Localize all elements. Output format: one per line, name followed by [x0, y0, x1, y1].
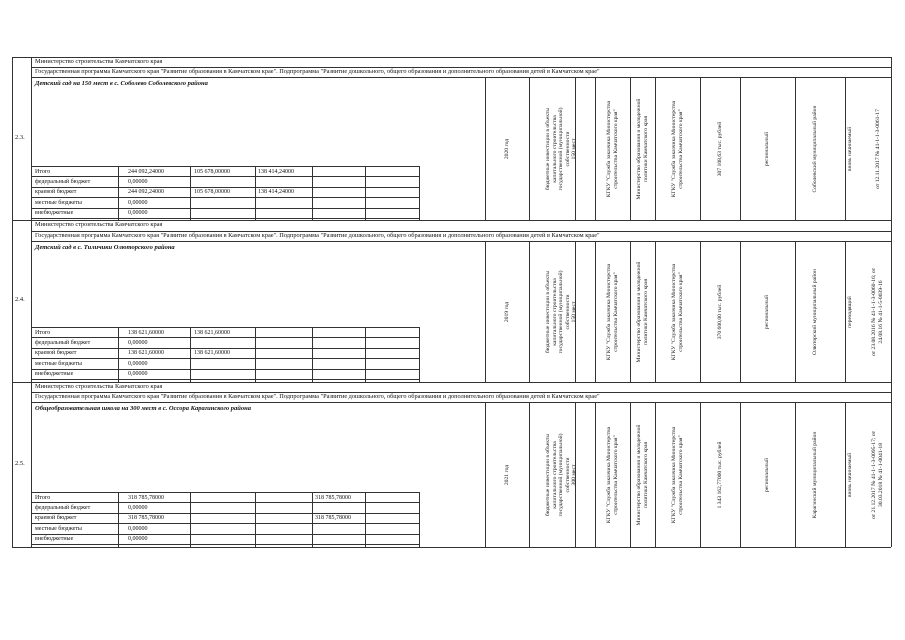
attribute-column-rule	[845, 402, 846, 547]
investment-cell-line: собственности	[564, 457, 571, 492]
ministry-edu-cell-line: Министерство образования и молодежной	[635, 98, 642, 199]
table-left-border	[12, 220, 13, 382]
attribute-column-rule	[630, 402, 631, 547]
finance-row-rule	[31, 369, 419, 370]
finance-row-label: федеральный бюджет	[35, 504, 91, 511]
district-cell	[812, 415, 819, 535]
stage-cell-line: вновь начинаемый	[846, 126, 853, 171]
ministry-edu-cell-line: политики Камчатского края	[642, 441, 649, 508]
expertise-cell-line: 30.03.2018 № 41-1-0041-18	[877, 442, 884, 507]
attribute-column-rule	[891, 402, 892, 547]
ministry-edu-cell	[636, 252, 649, 372]
finance-row-label: федеральный бюджет	[35, 178, 91, 185]
finance-row-rule	[31, 534, 419, 535]
investment-cell-line: бюджетные инвестиции в объекты	[544, 270, 551, 353]
program-row-rule	[31, 402, 891, 403]
attribute-column-rule	[795, 402, 796, 547]
attribute-column-rule	[700, 402, 701, 547]
finance-row-label: местные бюджеты	[35, 199, 82, 206]
level-cell-line: региональный	[764, 131, 771, 166]
investment-cell-line: 150 мест	[570, 301, 577, 322]
investment-cell-line: капитального строительства	[551, 114, 558, 183]
attribute-column-rule	[595, 77, 596, 220]
expertise-cell	[871, 415, 884, 535]
year-cell-line: 2021 год	[503, 464, 510, 485]
ministry-edu-cell	[636, 415, 649, 535]
finance-row-label: внебюджетные	[35, 371, 74, 378]
stage-cell	[847, 89, 854, 209]
customer-cell-line: строительства Камчатского края"	[612, 271, 619, 352]
investment-cell-line: государственной (муниципальной)	[557, 107, 564, 190]
builder-cell	[671, 89, 684, 209]
customer-cell-line: КГКУ "Служба заказчика Министерства	[605, 263, 612, 360]
stage-cell	[847, 415, 854, 535]
finance-column-rule	[419, 327, 420, 382]
stage-cell-line: вновь начинаемый	[846, 452, 853, 497]
attribute-column-rule	[655, 402, 656, 547]
finance-row-label: внебюджетные	[35, 210, 74, 217]
attribute-column-rule	[485, 402, 486, 547]
builder-cell	[671, 252, 684, 372]
finance-row-label: Итого	[35, 494, 51, 501]
program-row-rule	[31, 241, 891, 242]
attribute-column-rule	[795, 77, 796, 220]
attribute-column-rule	[595, 241, 596, 382]
finance-total-value: 318 785,78000	[128, 494, 164, 501]
level-cell-line: региональный	[764, 294, 771, 329]
customer-cell-line: строительства Камчатского края"	[612, 108, 619, 189]
customer-cell-line: КГКУ "Служба заказчика Министерства	[605, 100, 612, 197]
attribute-column-rule	[795, 241, 796, 382]
attribute-column-rule	[630, 241, 631, 382]
finance-row-rule	[31, 218, 419, 219]
table-left-border	[12, 57, 13, 220]
attribute-column-rule	[700, 77, 701, 220]
finance-value: 138 621,60000	[194, 350, 230, 357]
expertise-cell-line: от 23.08.2016 № 41-1-1-3-0060-16; от	[871, 267, 878, 356]
finance-column-rule	[365, 492, 366, 547]
attribute-column-rule	[740, 241, 741, 382]
cost-cell-line: 370 600,00 тыс. рублей	[716, 284, 723, 339]
finance-row-rule	[31, 208, 419, 209]
investment-cell-line: собственности	[564, 294, 571, 329]
builder-cell-line: КГКУ "Служба заказчика Министерства	[670, 426, 677, 523]
attribute-column-rule	[845, 77, 846, 220]
finance-row-label: местные бюджеты	[35, 360, 82, 367]
builder-cell-line: строительства Камчатского края"	[677, 108, 684, 189]
investment-cell-line: 150 мест	[570, 138, 577, 159]
attribute-column-rule	[891, 77, 892, 220]
finance-row-label: краевой бюджет	[35, 189, 77, 196]
expertise-cell-line: от 21.12.2017 № 41-1-1-3-0095-17; от	[871, 430, 878, 519]
attribute-column-rule	[740, 77, 741, 220]
customer-cell	[606, 415, 619, 535]
ministry-name: Министерство строительства Камчатского края	[35, 58, 163, 65]
finance-value: 318 785,78000	[315, 515, 351, 522]
finance-row-rule	[31, 358, 419, 359]
finance-total-value: 138 621,60000	[128, 329, 164, 336]
finance-total-value: 0,00000	[128, 536, 148, 543]
attribute-column-rule	[630, 77, 631, 220]
attribute-column-rule	[891, 241, 892, 382]
district-cell-line: Соболевский муниципальный район	[811, 105, 818, 192]
finance-column-rule	[118, 327, 119, 382]
program-name: Государственная программа Камчатского края "Развитие образования в Камчатском крае". Подпрограмма "Развитие дошкольного, общего образования и дополнительного образования детей в Камчатском крае"	[35, 232, 600, 239]
finance-row-rule	[31, 379, 419, 380]
finance-row-rule	[31, 197, 419, 198]
expertise-cell-line: 24.08.16 № 41-1-5-0039-16	[877, 279, 884, 344]
finance-total-value: 244 092,24000	[128, 189, 164, 196]
finance-value: 138 621,60000	[194, 329, 230, 336]
finance-column-rule	[255, 492, 256, 547]
expertise-cell	[875, 89, 882, 209]
attribute-column-rule	[529, 241, 530, 382]
finance-value: 105 678,00000	[194, 168, 230, 175]
finance-total-value: 0,00000	[128, 199, 148, 206]
finance-total-value: 244 092,24000	[128, 168, 164, 175]
builder-cell-line: КГКУ "Служба заказчика Министерства	[670, 263, 677, 360]
investment-cell-line: капитального строительства	[551, 277, 558, 346]
finance-column-rule	[419, 492, 420, 547]
attribute-column-rule	[595, 402, 596, 547]
finance-row-label: краевой бюджет	[35, 350, 77, 357]
object-title: Детский сад на 150 мест в с. Соболево Соболевского района	[35, 80, 208, 87]
finance-value: 138 414,24000	[258, 189, 294, 196]
expertise-cell-line: от 12.11.2017 № 41-1-1-3-0061-17	[874, 108, 881, 189]
finance-row-label: местные бюджеты	[35, 525, 82, 532]
finance-column-rule	[419, 166, 420, 220]
finance-column-rule	[190, 166, 191, 220]
finance-total-value: 138 621,60000	[128, 350, 164, 357]
attribute-column-rule	[700, 241, 701, 382]
finance-value: 318 785,78000	[315, 494, 351, 501]
finance-total-value: 0,00000	[128, 360, 148, 367]
finance-row-label: краевой бюджет	[35, 515, 77, 522]
customer-cell	[606, 252, 619, 372]
finance-column-rule	[190, 327, 191, 382]
row-number: 2.5.	[15, 459, 25, 467]
investment-cell-line: бюджетные инвестиции в объекты	[544, 107, 551, 190]
finance-row-rule	[31, 492, 419, 493]
finance-column-rule	[365, 327, 366, 382]
investment-cell-line: собственности	[564, 131, 571, 166]
cost-cell-line: 307 108,63 тыс. рублей	[716, 121, 723, 176]
builder-cell-line: строительства Камчатского края"	[677, 434, 684, 515]
finance-column-rule	[190, 492, 191, 547]
finance-column-rule	[312, 492, 313, 547]
finance-column-rule	[312, 166, 313, 220]
program-row-rule	[31, 77, 891, 78]
finance-row-label: федеральный бюджет	[35, 339, 91, 346]
finance-total-value: 0,00000	[128, 210, 148, 217]
finance-total-value: 0,00000	[128, 178, 148, 185]
finance-row-rule	[31, 544, 419, 545]
year-cell-line: 2019 год	[503, 301, 510, 322]
finance-total-value: 318 785,78000	[128, 515, 164, 522]
ministry-edu-cell-line: Министерство образования и молодежной	[635, 424, 642, 525]
ministry-edu-cell-line: политики Камчатского края	[642, 115, 649, 182]
finance-total-value: 0,00000	[128, 504, 148, 511]
level-cell	[764, 415, 771, 535]
builder-cell-line: строительства Камчатского края"	[677, 271, 684, 352]
table-left-border	[12, 382, 13, 547]
investment-cell-line: государственной (муниципальной)	[557, 433, 564, 516]
cost-cell	[717, 252, 724, 372]
stage-cell-line: переходящий	[846, 295, 853, 328]
finance-column-rule	[255, 327, 256, 382]
row-number: 2.3.	[15, 133, 25, 141]
finance-column-rule	[312, 327, 313, 382]
customer-cell	[606, 89, 619, 209]
level-cell-line: региональный	[764, 457, 771, 492]
ministry-edu-cell-line: Министерство образования и молодежной	[635, 261, 642, 362]
investment-cell	[545, 252, 578, 372]
year-cell	[504, 252, 511, 372]
attribute-column-rule	[655, 241, 656, 382]
attribute-column-rule	[529, 402, 530, 547]
district-cell-line: Карагинский муниципальный район	[811, 431, 818, 518]
attribute-column-rule	[529, 77, 530, 220]
finance-row-label: Итого	[35, 329, 51, 336]
cost-cell	[717, 415, 724, 535]
expertise-cell	[871, 252, 884, 372]
ministry-edu-cell	[636, 89, 649, 209]
customer-cell-line: КГКУ "Служба заказчика Министерства	[605, 426, 612, 523]
investment-cell-line: 300 мест	[570, 464, 577, 485]
program-name: Государственная программа Камчатского края "Развитие образования в Камчатском крае". Подпрограмма "Развитие дошкольного, общего образования и дополнительного образования детей в Камчатском крае"	[35, 393, 600, 400]
attribute-column-rule	[485, 77, 486, 220]
investment-cell	[545, 89, 578, 209]
finance-column-rule	[118, 166, 119, 220]
finance-column-rule	[365, 166, 366, 220]
finance-total-value: 0,00000	[128, 371, 148, 378]
finance-row-label: Итого	[35, 168, 51, 175]
district-cell	[812, 252, 819, 372]
attribute-column-rule	[655, 77, 656, 220]
object-title: Детский сад в с. Тиличики Олюторского района	[35, 244, 175, 251]
finance-value: 138 414,24000	[258, 168, 294, 175]
finance-column-rule	[118, 492, 119, 547]
customer-cell-line: строительства Камчатского края"	[612, 434, 619, 515]
ministry-name: Министерство строительства Камчатского края	[35, 383, 163, 390]
ministry-name: Министерство строительства Камчатского края	[35, 221, 163, 228]
finance-row-rule	[31, 523, 419, 524]
program-name: Государственная программа Камчатского края "Развитие образования в Камчатском крае". Подпрограмма "Развитие дошкольного, общего образования и дополнительного образования детей в Камчатском крае"	[35, 68, 600, 75]
finance-value: 105 678,00000	[194, 189, 230, 196]
level-cell	[764, 89, 771, 209]
object-title: Общеобразовательная школа на 300 мест в с. Оссора Карагинского района	[35, 405, 252, 412]
ministry-edu-cell-line: политики Камчатского края	[642, 278, 649, 345]
attribute-column-rule	[485, 241, 486, 382]
investment-cell-line: бюджетные инвестиции в объекты	[544, 433, 551, 516]
cost-cell	[717, 89, 724, 209]
investment-cell	[545, 415, 578, 535]
finance-column-rule	[255, 166, 256, 220]
cost-cell-line: 1 343 162,77000 тыс. рублей	[716, 440, 723, 509]
finance-total-value: 0,00000	[128, 525, 148, 532]
district-cell	[812, 89, 819, 209]
builder-cell	[671, 415, 684, 535]
level-cell	[764, 252, 771, 372]
finance-row-rule	[31, 513, 419, 514]
year-cell	[504, 415, 511, 535]
stage-cell	[847, 252, 854, 372]
attribute-column-rule	[740, 402, 741, 547]
district-cell-line: Олюторский муниципальный район	[811, 268, 818, 355]
investment-cell-line: государственной (муниципальной)	[557, 270, 564, 353]
number-column-rule	[31, 57, 32, 220]
finance-total-value: 0,00000	[128, 339, 148, 346]
row-number: 2.4.	[15, 296, 25, 303]
section-bottom-rule	[12, 547, 891, 548]
investment-cell-line: капитального строительства	[551, 440, 558, 509]
year-cell	[504, 89, 511, 209]
finance-row-label: внебюджетные	[35, 536, 74, 543]
year-cell-line: 2020 год	[503, 138, 510, 159]
attribute-column-rule	[845, 241, 846, 382]
builder-cell-line: КГКУ "Служба заказчика Министерства	[670, 100, 677, 197]
